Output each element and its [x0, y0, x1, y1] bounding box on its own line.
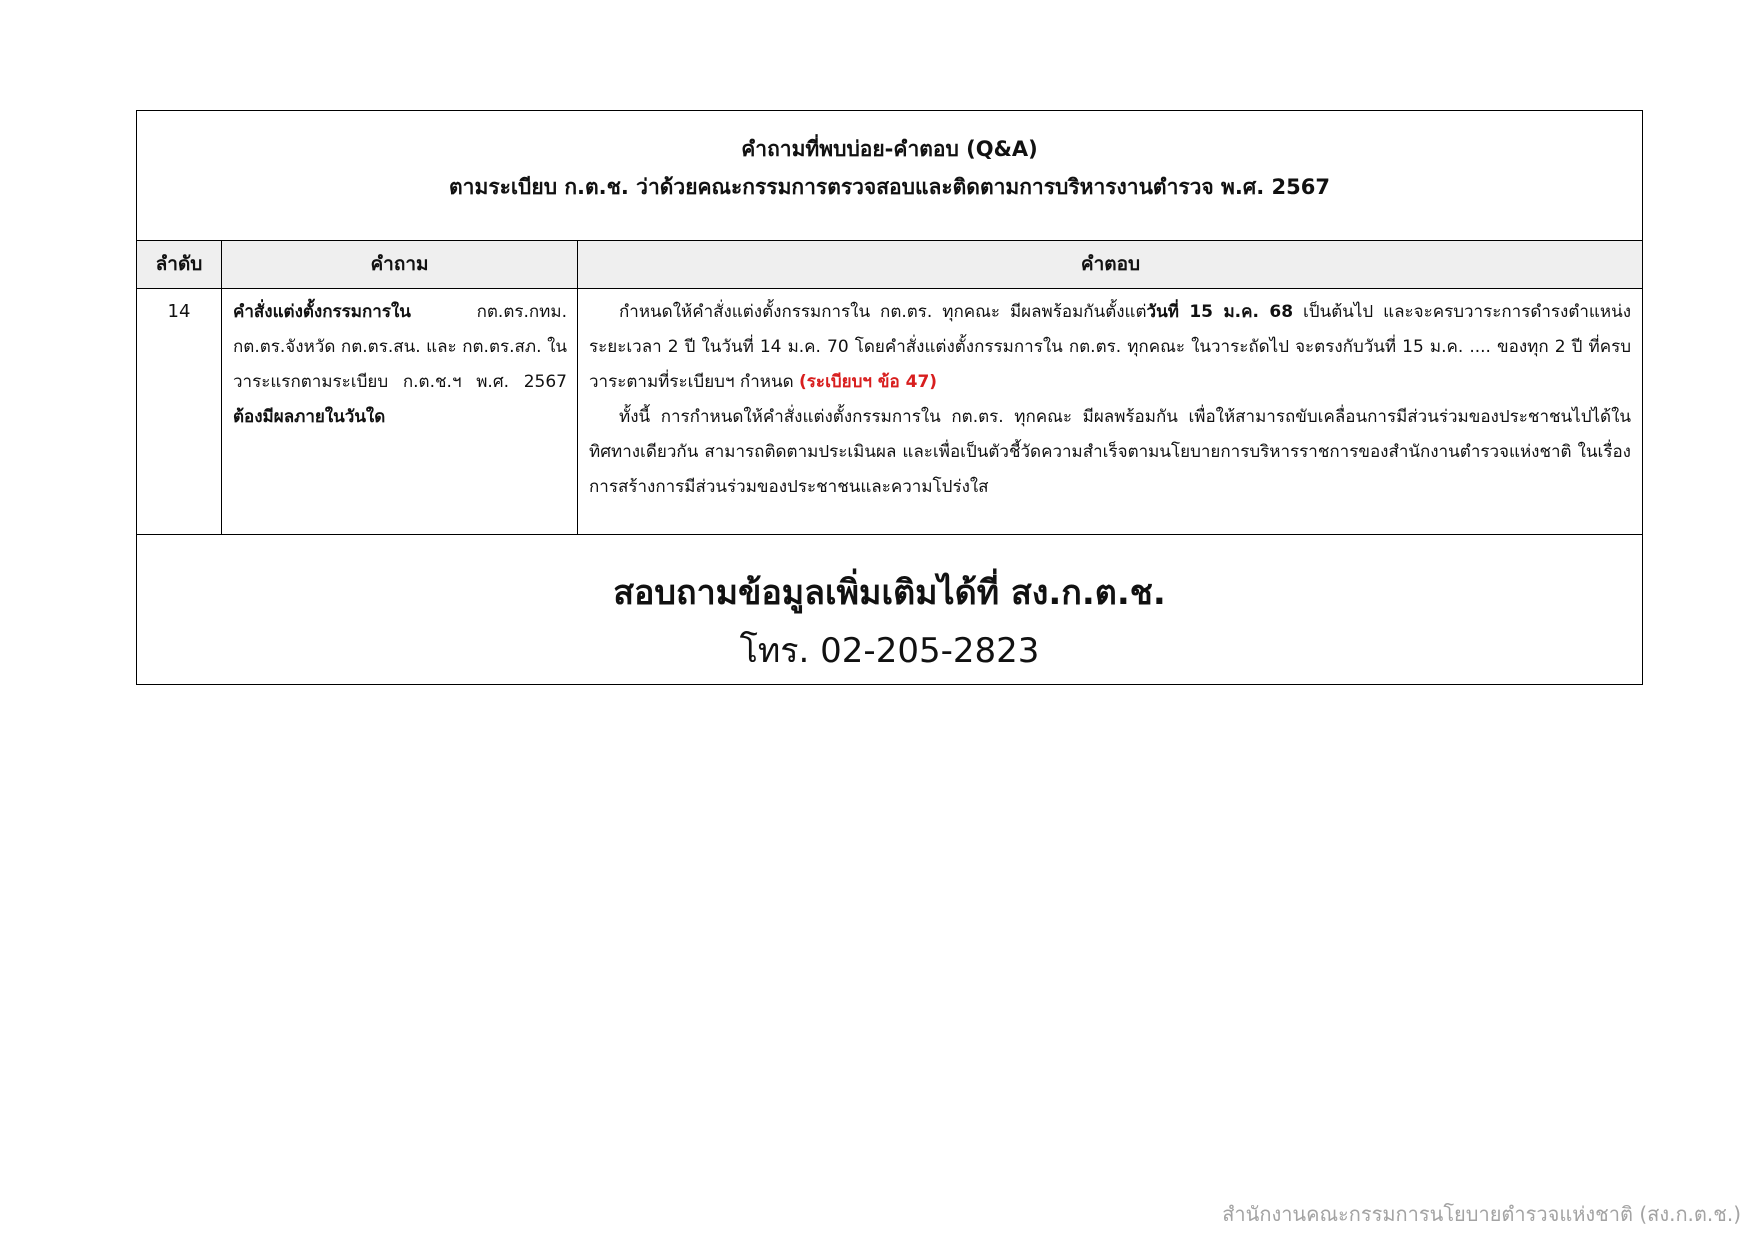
question-lead: คำสั่งแต่งตั้งกรรมการใน [233, 302, 411, 322]
column-header-question: คำถาม [370, 253, 429, 275]
answer-paragraph-1 [589, 295, 1631, 400]
answer-cell [589, 295, 1631, 505]
column-header-answer: คำตอบ [1080, 253, 1141, 275]
question-cell [233, 295, 567, 435]
answer-date-highlight: วันที่ 15 ม.ค. 68 [1146, 302, 1294, 322]
table-row [137, 289, 1642, 535]
contact-line: สอบถามข้อมูลเพิ่มเติมได้ที่ สง.ก.ต.ช. [613, 573, 1166, 613]
regulation-reference: (ระเบียบฯ ข้อ 47) [799, 372, 938, 392]
contact-phone: โทร. 02-205-2823 [739, 631, 1040, 671]
answer-text: กำหนดให้คำสั่งแต่งตั้งกรรมการใน กต.ตร. ทุกคณะ มีผลพร้อมกันตั้งแต่ [619, 302, 1147, 322]
column-header-no: ลำดับ [155, 253, 203, 275]
answer-text: เป็นต้นไป และจะครบวาระการดำรงตำแหน่งระยะเวลา 2 ปี ในวันที่ 14 ม.ค. 70 โดยคำสั่งแต่งตั้งกรรมการใน กต.ตร. ทุกคณะ ในวาระถัดไป จะตรงกับวันที่ 15 ม.ค. .... ของทุก 2 ปี ที่ครบวาระตามที่ระเบียบฯ กำหนด [589, 302, 1632, 392]
page-footer: สำนักงานคณะกรรมการนโยบายตำรวจแห่งชาติ (สง.ก.ต.ช.) [1222, 1202, 1741, 1226]
column-headers [137, 241, 1642, 289]
page-subtitle: ตามระเบียบ ก.ต.ช. ว่าด้วยคณะกรรมการตรวจสอบและติดตามการบริหารงานตำรวจ พ.ศ. 2567 [449, 175, 1330, 199]
qa-table [136, 110, 1643, 685]
row-number: 14 [167, 301, 191, 322]
table-header [137, 111, 1642, 241]
question-body: กต.ตร.กทม. กต.ตร.จังหวัด กต.ตร.สน. และ กต.ตร.สภ. ในวาระแรกตามระเบียบ ก.ต.ช.ฯ พ.ศ. 2567 [233, 302, 567, 392]
page-title: คำถามที่พบบ่อย-คำตอบ (Q&A) [741, 137, 1038, 161]
contact-box [137, 535, 1642, 684]
question-end: ต้องมีผลภายในวันใด [233, 407, 386, 427]
answer-paragraph-2: ทั้งนี้ การกำหนดให้คำสั่งแต่งตั้งกรรมการใน กต.ตร. ทุกคณะ มีผลพร้อมกัน เพื่อให้สามารถขับเคลื่อนการมีส่วนร่วมของประชาชนไปได้ในทิศทางเดียวกัน สามารถติดตามประเมินผล และเพื่อเป็นตัวชี้วัดความสำเร็จตามนโยบายการบริหารราชการของสำนักงานตำรวจแห่งชาติ ในเรื่องการสร้างการมีส่วนร่วมของประชาชนและความโปร่งใส [589, 407, 1631, 497]
